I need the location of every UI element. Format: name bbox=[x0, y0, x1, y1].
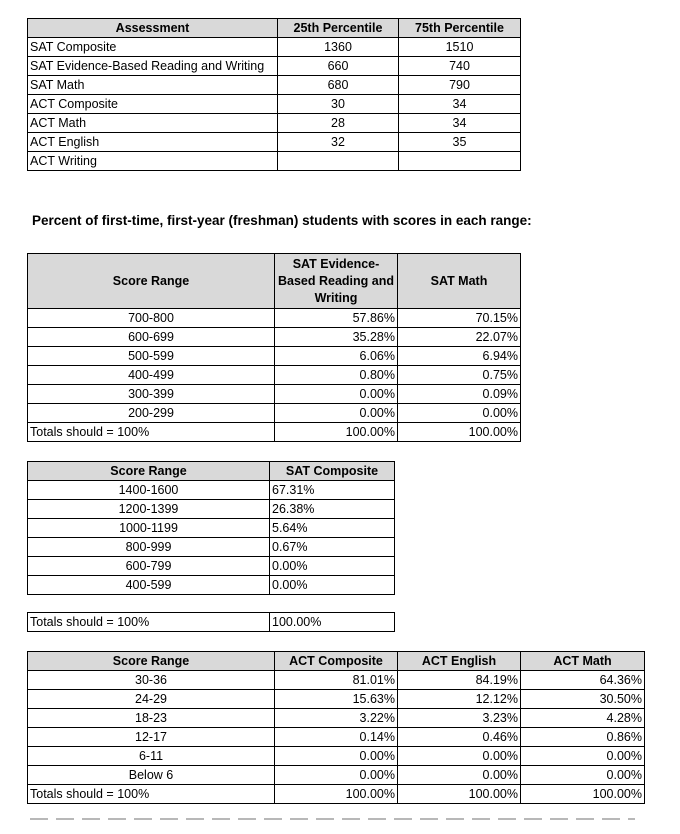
column-header-sat-math: SAT Math bbox=[398, 254, 521, 309]
column-header-act-math: ACT Math bbox=[521, 652, 645, 671]
score-range: 800-999 bbox=[28, 538, 270, 557]
column-header-score-range: Score Range bbox=[28, 254, 275, 309]
percent-value: 15.63% bbox=[275, 690, 398, 709]
percent-value: 26.38% bbox=[270, 500, 395, 519]
percent-value: 84.19% bbox=[398, 671, 521, 690]
score-range: 1200-1399 bbox=[28, 500, 270, 519]
table-row bbox=[28, 690, 645, 709]
percentile-25-value: 660 bbox=[278, 57, 399, 76]
table-row bbox=[28, 404, 521, 423]
table-row bbox=[28, 152, 521, 171]
assessment-name: ACT Composite bbox=[28, 95, 278, 114]
percent-value: 0.86% bbox=[521, 728, 645, 747]
percentile-25-value bbox=[278, 152, 399, 171]
column-header-75th-percentile: 75th Percentile bbox=[399, 19, 521, 38]
assessment-percentile-table bbox=[27, 18, 521, 171]
percentile-25-value: 680 bbox=[278, 76, 399, 95]
table-row bbox=[28, 347, 521, 366]
percent-value: 6.94% bbox=[398, 347, 521, 366]
percent-value: 22.07% bbox=[398, 328, 521, 347]
table-row bbox=[28, 519, 395, 538]
table-row bbox=[28, 671, 645, 690]
score-range: 200-299 bbox=[28, 404, 275, 423]
act-score-table bbox=[27, 651, 645, 804]
score-range: 700-800 bbox=[28, 309, 275, 328]
column-header-sat-composite: SAT Composite bbox=[270, 462, 395, 481]
percent-value: 0.14% bbox=[275, 728, 398, 747]
score-range: 1400-1600 bbox=[28, 481, 270, 500]
table-row bbox=[28, 328, 521, 347]
percent-value: 0.00% bbox=[275, 766, 398, 785]
totals-label: Totals should = 100% bbox=[28, 613, 270, 632]
percentile-25-value: 28 bbox=[278, 114, 399, 133]
table-row bbox=[28, 95, 521, 114]
table-row bbox=[28, 747, 645, 766]
percentile-25-value: 30 bbox=[278, 95, 399, 114]
column-header-act-english: ACT English bbox=[398, 652, 521, 671]
column-header-assessment: Assessment bbox=[28, 19, 278, 38]
percentile-25-value: 1360 bbox=[278, 38, 399, 57]
percent-value: 0.00% bbox=[270, 557, 395, 576]
score-range: 600-699 bbox=[28, 328, 275, 347]
score-range: 24-29 bbox=[28, 690, 275, 709]
percent-value: 3.23% bbox=[398, 709, 521, 728]
table-row bbox=[28, 133, 521, 152]
table-row bbox=[28, 709, 645, 728]
total-value: 100.00% bbox=[270, 613, 395, 632]
table-row bbox=[28, 385, 521, 404]
score-range: 30-36 bbox=[28, 671, 275, 690]
table-header-row bbox=[28, 254, 521, 309]
percent-value: 64.36% bbox=[521, 671, 645, 690]
percent-value: 81.01% bbox=[275, 671, 398, 690]
table-row bbox=[28, 114, 521, 133]
assessment-name: ACT Math bbox=[28, 114, 278, 133]
assessment-name: SAT Math bbox=[28, 76, 278, 95]
totals-label: Totals should = 100% bbox=[28, 785, 275, 804]
percent-value: 0.67% bbox=[270, 538, 395, 557]
percent-value: 0.00% bbox=[275, 404, 398, 423]
table-row bbox=[28, 500, 395, 519]
percentile-75-value: 740 bbox=[399, 57, 521, 76]
totals-label: Totals should = 100% bbox=[28, 423, 275, 442]
score-range: 400-499 bbox=[28, 366, 275, 385]
assessment-name: ACT English bbox=[28, 133, 278, 152]
total-value: 100.00% bbox=[275, 785, 398, 804]
percent-value: 0.80% bbox=[275, 366, 398, 385]
percent-value: 67.31% bbox=[270, 481, 395, 500]
assessment-name: SAT Evidence-Based Reading and Writing bbox=[28, 57, 278, 76]
percent-value: 0.00% bbox=[398, 747, 521, 766]
table-row bbox=[28, 38, 521, 57]
percentile-75-value: 1510 bbox=[399, 38, 521, 57]
score-range: 400-599 bbox=[28, 576, 270, 595]
table-header-row bbox=[28, 652, 645, 671]
percent-value: 3.22% bbox=[275, 709, 398, 728]
percent-value: 0.00% bbox=[275, 385, 398, 404]
percentile-25-value: 32 bbox=[278, 133, 399, 152]
table-row bbox=[28, 57, 521, 76]
percent-value: 5.64% bbox=[270, 519, 395, 538]
table-row bbox=[28, 538, 395, 557]
percent-value: 35.28% bbox=[275, 328, 398, 347]
column-header-act-composite: ACT Composite bbox=[275, 652, 398, 671]
assessment-name: ACT Writing bbox=[28, 152, 278, 171]
table-row bbox=[28, 76, 521, 95]
table-row bbox=[28, 309, 521, 328]
percent-value: 0.00% bbox=[398, 766, 521, 785]
score-range: 500-599 bbox=[28, 347, 275, 366]
table-row bbox=[28, 481, 395, 500]
table-row bbox=[28, 728, 645, 747]
score-range: 1000-1199 bbox=[28, 519, 270, 538]
percent-value: 57.86% bbox=[275, 309, 398, 328]
percentile-75-value bbox=[399, 152, 521, 171]
table-row bbox=[28, 557, 395, 576]
percent-value: 0.00% bbox=[275, 747, 398, 766]
table-row bbox=[28, 366, 521, 385]
table-header-row bbox=[28, 462, 395, 481]
total-value: 100.00% bbox=[521, 785, 645, 804]
column-header-sat-ebrw: SAT Evidence-Based Reading and Writing bbox=[275, 254, 398, 309]
sat-composite-score-table bbox=[27, 461, 395, 595]
percent-value: 0.00% bbox=[521, 766, 645, 785]
percent-value: 30.50% bbox=[521, 690, 645, 709]
total-value: 100.00% bbox=[398, 785, 521, 804]
cut-off-text-line bbox=[30, 818, 635, 820]
score-range: 18-23 bbox=[28, 709, 275, 728]
percentile-75-value: 34 bbox=[399, 95, 521, 114]
total-value: 100.00% bbox=[398, 423, 521, 442]
score-range: 12-17 bbox=[28, 728, 275, 747]
column-header-score-range: Score Range bbox=[28, 462, 270, 481]
percent-value: 0.00% bbox=[398, 404, 521, 423]
total-value: 100.00% bbox=[275, 423, 398, 442]
score-range: 300-399 bbox=[28, 385, 275, 404]
percent-value: 0.46% bbox=[398, 728, 521, 747]
totals-row bbox=[28, 785, 645, 804]
score-range: 6-11 bbox=[28, 747, 275, 766]
percent-value: 12.12% bbox=[398, 690, 521, 709]
column-header-score-range: Score Range bbox=[28, 652, 275, 671]
totals-row bbox=[28, 423, 521, 442]
section-heading: Percent of first-time, first-year (freshman) students with scores in each range: bbox=[32, 213, 532, 228]
percentile-75-value: 34 bbox=[399, 114, 521, 133]
table-row bbox=[28, 766, 645, 785]
assessment-name: SAT Composite bbox=[28, 38, 278, 57]
percentile-75-value: 790 bbox=[399, 76, 521, 95]
score-range: 600-799 bbox=[28, 557, 270, 576]
column-header-25th-percentile: 25th Percentile bbox=[278, 19, 399, 38]
percentile-75-value: 35 bbox=[399, 133, 521, 152]
sat-composite-totals-table bbox=[27, 612, 395, 632]
percent-value: 0.09% bbox=[398, 385, 521, 404]
percent-value: 6.06% bbox=[275, 347, 398, 366]
table-row bbox=[28, 576, 395, 595]
totals-row bbox=[28, 613, 395, 632]
percent-value: 0.00% bbox=[521, 747, 645, 766]
score-range: Below 6 bbox=[28, 766, 275, 785]
percent-value: 4.28% bbox=[521, 709, 645, 728]
sat-section-score-table bbox=[27, 253, 521, 442]
table-header-row bbox=[28, 19, 521, 38]
percent-value: 70.15% bbox=[398, 309, 521, 328]
percent-value: 0.75% bbox=[398, 366, 521, 385]
percent-value: 0.00% bbox=[270, 576, 395, 595]
